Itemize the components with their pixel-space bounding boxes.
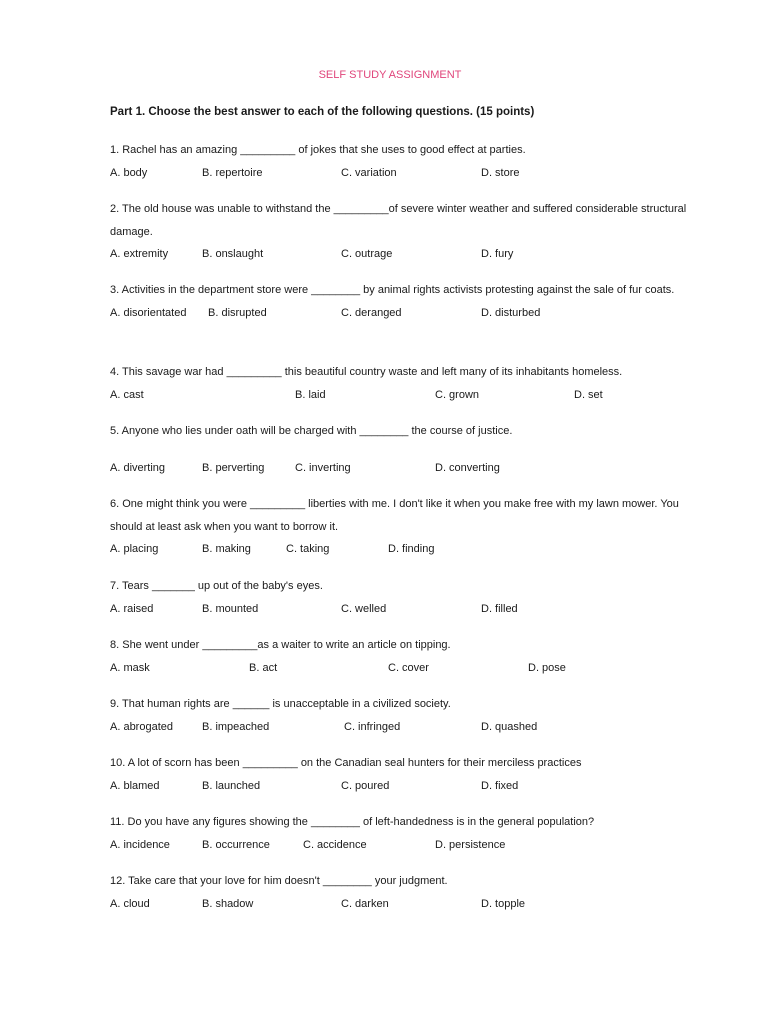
- question-stem: 7. Tears _______ up out of the baby's eyes.: [110, 580, 323, 592]
- question-stem: 11. Do you have any figures showing the ________ of left-handedness is in the general population?: [110, 816, 595, 828]
- option-a: A. diverting: [110, 461, 166, 474]
- option-c: C. darken: [341, 897, 389, 910]
- option-d: D. quashed: [481, 720, 538, 733]
- answer-options: [110, 302, 690, 324]
- question-12: [110, 870, 690, 915]
- option-a: A. disorientated: [110, 306, 187, 319]
- question-stem: 5. Anyone who lies under oath will be charged with ________ the course of justice.: [110, 425, 513, 437]
- option-c: C. welled: [341, 602, 387, 615]
- option-b: B. laid: [295, 388, 326, 401]
- option-c: C. cover: [388, 661, 429, 674]
- answer-options: [110, 775, 690, 797]
- answer-options: [110, 538, 690, 560]
- option-c: C. poured: [341, 779, 390, 792]
- answer-options: [110, 598, 690, 620]
- option-b: B. mounted: [202, 602, 259, 615]
- question-stem: 4. This savage war had _________ this beautiful country waste and left many of its inhabitants homeless.: [110, 366, 623, 378]
- option-c: C. variation: [341, 166, 397, 179]
- option-a: A. abrogated: [110, 720, 173, 733]
- option-b: B. shadow: [202, 897, 254, 910]
- option-d: D. persistence: [435, 838, 506, 851]
- option-d: D. converting: [435, 461, 500, 474]
- option-b: B. making: [202, 543, 251, 555]
- option-b: B. perverting: [202, 461, 265, 474]
- answer-options: [110, 834, 690, 856]
- question-1: [110, 139, 690, 184]
- answer-options: [110, 384, 690, 406]
- option-d: D. fixed: [481, 779, 519, 792]
- option-d: D. finding: [388, 543, 435, 555]
- part-heading: Part 1. Choose the best answer to each of the following questions. (15 points): [110, 106, 535, 118]
- option-a: A. incidence: [110, 838, 170, 851]
- option-d: D. fury: [481, 248, 514, 260]
- option-a: A. blamed: [110, 779, 160, 792]
- question-stem: 12. Take care that your love for him doesn't ________ your judgment.: [110, 875, 448, 887]
- option-d: D. topple: [481, 897, 526, 910]
- option-c: C. infringed: [344, 720, 401, 733]
- question-stem: 3. Activities in the department store were ________ by animal rights activists protesting against the sale of fur coats.: [110, 284, 675, 296]
- option-a: A. extremity: [110, 248, 169, 260]
- question-stem: 9. That human rights are ______ is unacceptable in a civilized society.: [110, 698, 451, 710]
- option-d: D. disturbed: [481, 306, 541, 319]
- option-b: B. occurrence: [202, 838, 270, 851]
- question-11: [110, 811, 690, 856]
- question-4: [110, 361, 690, 406]
- option-c: C. grown: [435, 388, 480, 401]
- document-title: SELF STUDY ASSIGNMENT: [318, 69, 462, 81]
- option-b: B. impeached: [202, 720, 270, 733]
- answer-options: [110, 657, 690, 679]
- question-7: [110, 575, 690, 620]
- option-a: A. mask: [110, 661, 150, 674]
- option-a: A. body: [110, 166, 148, 179]
- option-c: C. deranged: [341, 306, 402, 319]
- answer-options: [110, 893, 690, 915]
- option-d: D. store: [481, 166, 520, 179]
- option-b: B. disrupted: [208, 306, 267, 319]
- option-b: B. act: [249, 661, 278, 674]
- option-b: B. repertoire: [202, 166, 263, 179]
- option-c: C. accidence: [303, 838, 367, 851]
- option-a: A. placing: [110, 543, 159, 555]
- answer-options: [110, 243, 690, 265]
- option-c: C. outrage: [341, 248, 393, 260]
- spacer: [110, 443, 690, 457]
- option-d: D. filled: [481, 602, 518, 615]
- question-6: [110, 493, 690, 560]
- option-a: A. raised: [110, 602, 154, 615]
- question-10: [110, 752, 690, 797]
- option-b: B. launched: [202, 779, 261, 792]
- question-2: [110, 198, 690, 265]
- option-b: B. onslaught: [202, 248, 264, 260]
- question-3: [110, 279, 690, 324]
- question-9: [110, 693, 690, 738]
- question-stem: 1. Rachel has an amazing _________ of jokes that she uses to good effect at parties.: [110, 144, 526, 156]
- question-8: [110, 634, 690, 679]
- answer-options: [110, 716, 690, 738]
- option-d: D. set: [574, 388, 603, 401]
- question-stem: 2. The old house was unable to withstand the _________of severe winter weather and suffered considerable structural damage.: [110, 203, 687, 238]
- option-a: A. cloud: [110, 897, 150, 910]
- option-c: C. taking: [286, 543, 330, 555]
- option-d: D. pose: [528, 661, 566, 674]
- answer-options: [110, 457, 690, 479]
- question-5: [110, 420, 690, 479]
- question-stem: 6. One might think you were _________ liberties with me. I don't like it when you make free with my lawn mower. You should at least ask when you want to borrow it.: [110, 498, 679, 533]
- question-stem: 10. A lot of scorn has been _________ on the Canadian seal hunters for their merciless practices: [110, 757, 582, 769]
- answer-options: [110, 162, 690, 184]
- question-stem: 8. She went under _________as a waiter to write an article on tipping.: [110, 639, 451, 651]
- option-a: A. cast: [110, 388, 144, 401]
- option-c: C. inverting: [295, 461, 351, 474]
